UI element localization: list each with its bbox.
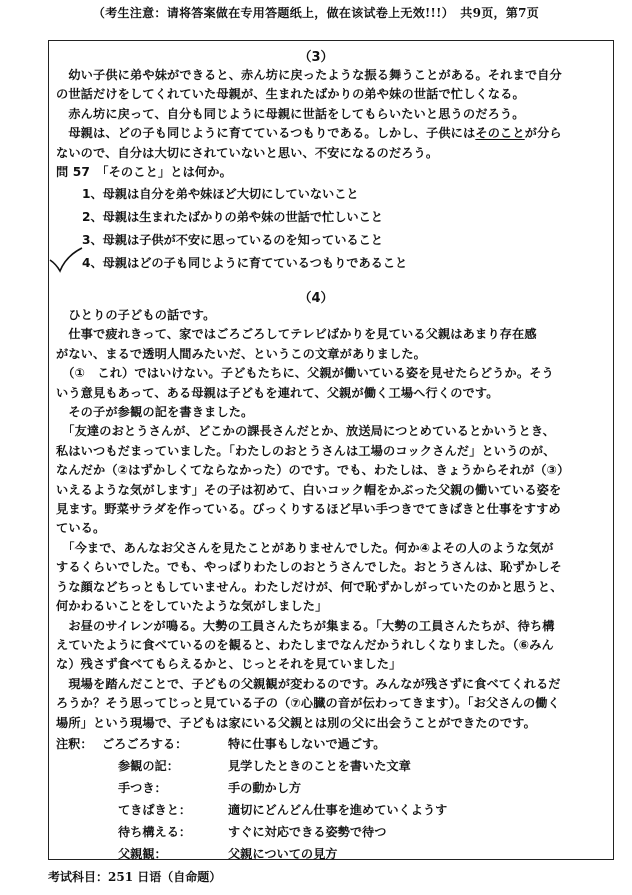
check-mark-icon [48, 246, 84, 274]
passage-line: ひとりの子どもの話です。 [56, 308, 216, 322]
passage-line: 赤ん坊に戻って、自分も同じように母親に世話をしてもらいたいと思うのだろう。 [56, 106, 525, 121]
passage-line: 場所」という現場で、子どもは家にいる父親とは別の父に出会うことができたのです。 [56, 715, 536, 730]
note-term: 待ち構える： [118, 825, 192, 839]
passage-line: の世話だけをしてくれていた母親が、生まれたばかりの弟や妹の世話で忙しくなる。 [56, 87, 525, 102]
note-term: 父親観： [118, 847, 167, 861]
passage-line: するくらいでした。でも、やっぱりわたしのおとうさんでした。おとうさんは、恥ずかしそ [56, 560, 562, 575]
passage-line: なんだか（②はずかしくてならなかった）のです。でも、わたしは、きょうからそれが（③） [56, 463, 570, 478]
note-term: 参観の記： [118, 759, 179, 773]
note-definition: 適切にどんどん仕事を進めていくようす [228, 803, 448, 817]
note-definition: すぐに対応できる姿勢で待つ [228, 825, 387, 839]
notes-label: 注釈： [56, 737, 93, 751]
passage-line: 幼い子供に弟や妹ができると、赤ん坊に戻ったような振る舞うことがある。それまで自分 [56, 68, 562, 82]
passage-line: いう意見もあって、ある母親は子どもを連れて、父親が働く工場へ行くのです。 [56, 385, 499, 400]
passage-line: ている。 [56, 521, 106, 536]
option-2: 2、母親は生まれたばかりの弟や妹の世話で忙しいこと [82, 210, 383, 224]
passage-line: うな顔などちっともしていません。わたしだけが、何で恥ずかしがっていたのかと思うと、 [56, 579, 563, 594]
question-57: 問 57 「そのこと」とは何か。 [56, 165, 232, 180]
passage-line: 見ます。野菜サラダを作っている。びっくりするほど早い手つきでてきぱきと仕事をすすめ [56, 502, 561, 517]
option-1: 1、母親は自分を弟や妹ほど大切にしていないこと [82, 187, 359, 201]
passage-line: ろうか？そう思ってじっと見ている子の（⑦心臓の音が伝わってきます）。「お父さんの働く [56, 696, 560, 711]
section-4-passage [56, 306, 614, 733]
passage-line-underlined: 母親は、どの子も同じように育てているつもりである。しかし、子供にはそのことが分ら [56, 126, 562, 141]
passage-line: （① これ）ではいけない。子どもたちに、父親が働いている姿を見せたらどうか。そう [56, 366, 554, 381]
note-term: てきぱきと： [118, 803, 192, 817]
passage-line: その子が参観の記を書きました。 [56, 405, 254, 420]
note-term: ごろごろする： [102, 737, 188, 751]
option-4: 4、母親はどの子も同じように育てているつもりであること [82, 256, 408, 270]
note-definition: 父親についての見方 [228, 847, 338, 861]
passage-line: 「友達のおとうさんが、どこかの課長さんだとか、放送局につとめているとかいうとき、 [56, 424, 556, 439]
section-3-passage [56, 66, 614, 182]
passage-line: な）残さず食べてもらえるかと、じっとそれを見ていました」 [56, 657, 402, 672]
passage-line: お昼のサイレンが鳴る。大勢の工員さんたちが集まる。「大勢の工員さんたちが、待ち構 [56, 618, 555, 633]
passage-line: 何かわるいことをしていたような気がしました」 [56, 599, 328, 614]
passage-line: 仕事で疲れきって、家ではごろごろしてテレビばかりを見ている父親はあまり存在感 [56, 327, 537, 342]
note-term: 手つき： [118, 781, 167, 795]
passage-line: 私はいつもだまっていました。「わたしのおとうさんは工場のコックさんだ」というのが、 [56, 443, 556, 458]
note-definition: 特に仕事もしないで過ごす。 [228, 737, 386, 751]
underlined-phrase: そのこと [475, 126, 525, 141]
note-definition: 手の動かし方 [228, 781, 302, 795]
page-header: （考生注意：请将答案做在专用答题纸上，做在该试卷上无效!!!） 共9页，第7页 [92, 6, 540, 20]
passage-line: がない、まるで透明人間みたいだ、というこの文章がありました。 [56, 346, 427, 361]
passage-line: 「今まで、あんなお父さんを見たことがありませんでした。何か④よその人のような気が [56, 540, 554, 555]
passage-line: 現場を踏んだことで、子どもの父親観が変わるのです。みんなが残さずに食べてくれるだ [56, 676, 561, 691]
option-3: 3、母親は子供が不安に思っているのを知っていること [82, 233, 383, 247]
passage-line: えていたように食べているのを観ると、わたしまでなんだかうれしくなりました。（⑥みん [56, 637, 554, 652]
section-3-title: （3） [298, 50, 334, 65]
note-definition: 見学したときのことを書いた文章 [228, 759, 411, 773]
passage-line: いえるような気がします」その子は初めて、白いコック帽をかぶった父親の働いている姿を [56, 482, 562, 497]
section-4-title: （4） [298, 291, 334, 306]
page-footer: 考试科目：251 日语（自命题） [48, 870, 222, 884]
passage-line: ないので、自分は大切にされていないと思い、不安になるのだろう。 [56, 145, 439, 160]
